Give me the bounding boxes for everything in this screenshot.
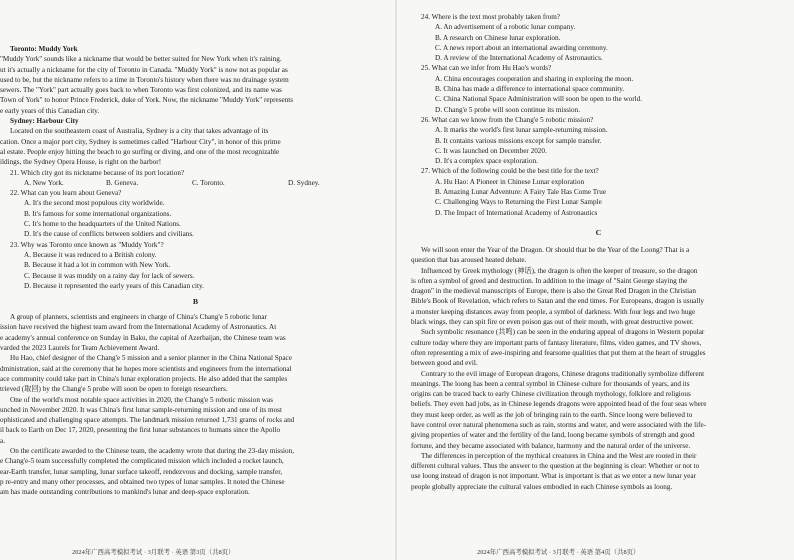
left-page (0, 0, 395, 560)
passage-b (0, 312, 391, 497)
option-b[interactable]: B. Geneva. (106, 178, 139, 187)
question-24: 24. Where is the text most probably taken from? (421, 13, 560, 21)
question-26: 26. What can we know from the Chang'e 5 robotic mission? (421, 115, 594, 124)
text-line: fortune, and they became associated with balance, harmony and the natural order of the universe. (411, 441, 691, 450)
option-a[interactable]: A. It marks the world's first lunar sample-returning mission. (435, 126, 608, 135)
option-c[interactable]: C. Toronto. (192, 178, 225, 187)
option-d[interactable]: D. Chang'e 5 probe will soon continue its mission. (435, 105, 581, 114)
passage-c (411, 245, 786, 492)
text-line: sewers. The "York" part actually goes back to when Toronto was first colonized, and its name was (0, 86, 282, 95)
option-d[interactable]: D. A review of the International Academy of Astronautics. (435, 54, 603, 63)
section-b-heading: B (192, 297, 199, 307)
text-line: Hu Hao, chief designer of the Chang'e 5 mission and a senior planner in the China National Space (10, 354, 292, 363)
option-c[interactable]: C. Challenging Ways to Returning the First Lunar Sample (435, 198, 602, 207)
option-c[interactable]: C. A news report about an international awarding ceremony. (435, 43, 608, 52)
option-b[interactable]: B. It's famous for some international organizations. (24, 209, 172, 218)
heading-toronto: Toronto: Muddy York (10, 45, 78, 53)
option-b[interactable]: B. It contains various missions except for sample transfer. (435, 136, 602, 145)
text-line: Town of York" to honor Prince Frederick, duke of York. Now, the nickname "Muddy York" represents (0, 96, 294, 105)
option-a[interactable]: A. It's the second most populous city worldwide. (24, 199, 165, 208)
text-line: dministration, said at the ceremony that he hopes more scientists and engineers from the international (0, 364, 292, 373)
text-line: giving properties of water and the fertility of the land, loong became symbols of strength and good (411, 431, 695, 440)
question-25: 25. What can we infer from Hu Hao's words? (421, 64, 552, 73)
option-d[interactable]: D. Sydney. (288, 178, 320, 187)
text-line: ission have received the highest team award from the International Academy of Astronautics. At (0, 323, 277, 332)
right-page (397, 0, 794, 560)
text-line: ut it's actually a nickname for the city of Toronto in Canada. "Muddy York" is now not as popular as (0, 65, 288, 74)
text-line: black wings, they can spit fire or even poison gas out of their mouth, with great destructive power. (411, 318, 694, 327)
text-line: al estate. People enjoy hitting the beach to go surfing or diving, and one of the most recognizable (0, 147, 280, 156)
question-23: 23. Why was Toronto once known as "Muddy York"? (10, 240, 164, 249)
text-line: often representing a mix of awe-inspiring and fearsome qualities that put them at the heart of struggles (411, 348, 706, 357)
text-line: unched in November 2020. It was China's first lunar sample-returning mission and one of its most (0, 405, 282, 414)
text-line: One of the world's most notable space activities in 2020, the Chang'e 5 robotic mission was (10, 395, 273, 404)
text-line: il back to Earth on Dec 17, 2020, presenting the first lunar substances to humans since the Apollo (0, 426, 281, 435)
heading-sydney: Sydney: Harbour City (10, 117, 79, 126)
option-a[interactable]: A. New York. (24, 178, 64, 187)
text-line: culture today where they are important parts of fantasy literature, films, video games, and TV shows, (411, 338, 702, 347)
text-line: Influenced by Greek mythology (神话), the dragon is often the keeper of treasure, so the dragon (421, 266, 698, 275)
option-d[interactable]: D. It's a complex space exploration. (435, 157, 538, 166)
page-footer-right: 2024年广西高考模拟考试 · 3月联考 · 英语 第4页（共8页） (477, 549, 640, 556)
text-line: p re-entry and many other processes, and obtained two types of lunar samples. It noted the Chinese (0, 477, 285, 486)
text-line: meanings. The loong has been a central symbol in Chinese culture for thousands of years, and its (411, 379, 690, 388)
option-a[interactable]: A. An advertisement of a robotic lunar company. (435, 23, 576, 32)
text-line: varded the 2023 Laurels for Team Achievement Award. (0, 344, 160, 353)
option-a[interactable]: A. China encourages cooperation and sharing in exploring the moon. (435, 74, 634, 83)
text-line: have control over natural phenomena such as rain, storms and water, and were associated with the life- (411, 420, 707, 429)
option-c[interactable]: C. China National Space Administration will soon be open to the world. (435, 95, 643, 104)
paragraph-sydney (0, 126, 391, 167)
text-line: am has made outstanding contributions to mankind's lunar and deep-space exploration. (0, 488, 250, 497)
text-line: e academy's annual conference on Sunday in Baku, the capital of Azerbaijan, the Chinese team was (0, 333, 286, 342)
option-b[interactable]: B. A research on Chinese lunar exploration. (435, 33, 561, 42)
text-line: "Muddy York" sounds like a nickname that would be better suited for New York when it's raining. (0, 55, 282, 64)
text-line: dragon" in the medieval manuscripts of Europe, there is also the Great Red Dragon in the Christian (411, 287, 696, 296)
text-line: people globally appreciate the cultural values embodied in each Chinese symbols as loong. (411, 482, 673, 491)
text-line: A group of planners, scientists and engineers in charge of China's Chang'e 5 robotic lunar (10, 313, 267, 322)
option-b[interactable]: B. Because it had a lot in common with New York. (24, 261, 171, 270)
text-line: ear-Earth transfer, lunar sampling, lunar surface takeoff, rendezvous and docking, sample transfer, (0, 467, 283, 476)
text-line: e Chang'e-5 team successfully completed the complicated mission which included a rocket launch, (0, 457, 284, 466)
page-footer-left: 2024年广西高考模拟考试 · 3月联考 · 英语 第3页（共8页） (72, 549, 235, 556)
text-line: ildings, the Sydney Opera House, is right on the harbor! (0, 158, 162, 167)
text-line: Located on the southeastern coast of Australia, Sydney is a city that takes advantage of its (10, 127, 269, 136)
text-line: The differences in perception of the mythical creatures in China and the West are rooted in their (421, 451, 697, 460)
text-line: origins can be traced back to early Chinese civilization through mythology, folklore and religious (411, 390, 691, 399)
text-line: question that has aroused heated debate. (411, 256, 527, 265)
text-line: ophisticated and challenging space attempts. The landmark mission returned 1,731 grams of rocks and (0, 416, 295, 425)
question-21-options (0, 178, 391, 188)
question-21: 21. Which city got its nickname because of its port location? (10, 168, 185, 177)
question-27: 27. Which of the following could be the best title for the text? (421, 167, 599, 176)
text-line: is often a symbol of greed and destruction. In addition to the image of "Saint George slaying the (411, 276, 688, 285)
text-line: Contrary to the evil image of European dragons, Chinese dragons traditionally symbolize different (421, 369, 705, 378)
text-line: ace community could take part in China's lunar exploration projects. He also added that the samples (0, 374, 288, 383)
text-line: We will soon enter the Year of the Dragon. Or should that be the Year of the Loong? That is a (421, 245, 690, 254)
text-line: Bible's Book of Revelation, which refers to Satan and the end times. For Europeans, dragon is usually (411, 297, 704, 306)
text-line: trieved (取回) by the Chang'e 5 probe will soon be open to foreign researchers. (0, 385, 228, 394)
option-b[interactable]: B. China has made a difference to international space community. (435, 85, 625, 94)
text-line: beliefs. They even had jobs, as in Chinese legends dragons were appointed head of the four seas where (411, 400, 707, 409)
option-d[interactable]: D. Because it represented the early years of this Canadian city. (24, 281, 204, 290)
text-line: Such symbolic resonance (共鸣) can be seen in the enduring appeal of dragons in Western popular (421, 328, 705, 337)
text-line: a. (0, 436, 5, 445)
option-d[interactable]: D. It's the cause of conflicts between soldiers and civilians. (24, 230, 194, 239)
section-c-heading: C (595, 227, 602, 237)
option-c[interactable]: C. It was launched on December 2020. (435, 146, 547, 155)
text-line: they must keep order, as well as the job of bringing rain to the earth. Since loong were believed to (411, 410, 693, 419)
text-line: a monster keeping distances away from people, a symbol of darkness. With four legs and two huge (411, 307, 696, 316)
text-line: cation. Once a major port city, Sydney is sometimes called "Harbour City", in honor of this prime (0, 137, 281, 146)
text-line: On the certificate awarded to the Chinese team, the academy wrote that during the 23-day mission, (10, 446, 295, 455)
text-line: between good and evil. (411, 359, 478, 368)
option-d[interactable]: D. The Impact of International Academy of Astronautics (435, 208, 598, 217)
option-c[interactable]: C. It's home to the headquarters of the United Nations. (24, 220, 181, 229)
text-line: different cultural values. Thus the answer to the question at the beginning is clear: Whether or not to (411, 462, 700, 471)
text-line: use loong instead of dragon is not important. What is important is that as we enter a new lunar year (411, 472, 696, 481)
option-b[interactable]: B. Amazing Lunar Adventure: A Fairy Tale Has Come True (435, 188, 607, 197)
text-line: e early years of this Canadian city. (0, 106, 100, 115)
option-a[interactable]: A. Hu Hao: A Pioneer in Chinese Lunar exploration (435, 177, 585, 186)
question-22: 22. What can you learn about Geneva? (10, 189, 122, 198)
text-line: used to be, but the nickname refers to a time in Toronto's history when there was no drainage system (0, 75, 289, 84)
option-a[interactable]: A. Because it was reduced to a British colony. (24, 250, 157, 259)
option-c[interactable]: C. Because it was muddy on a rainy day for lack of sewers. (24, 271, 195, 280)
paragraph-toronto (0, 54, 391, 116)
